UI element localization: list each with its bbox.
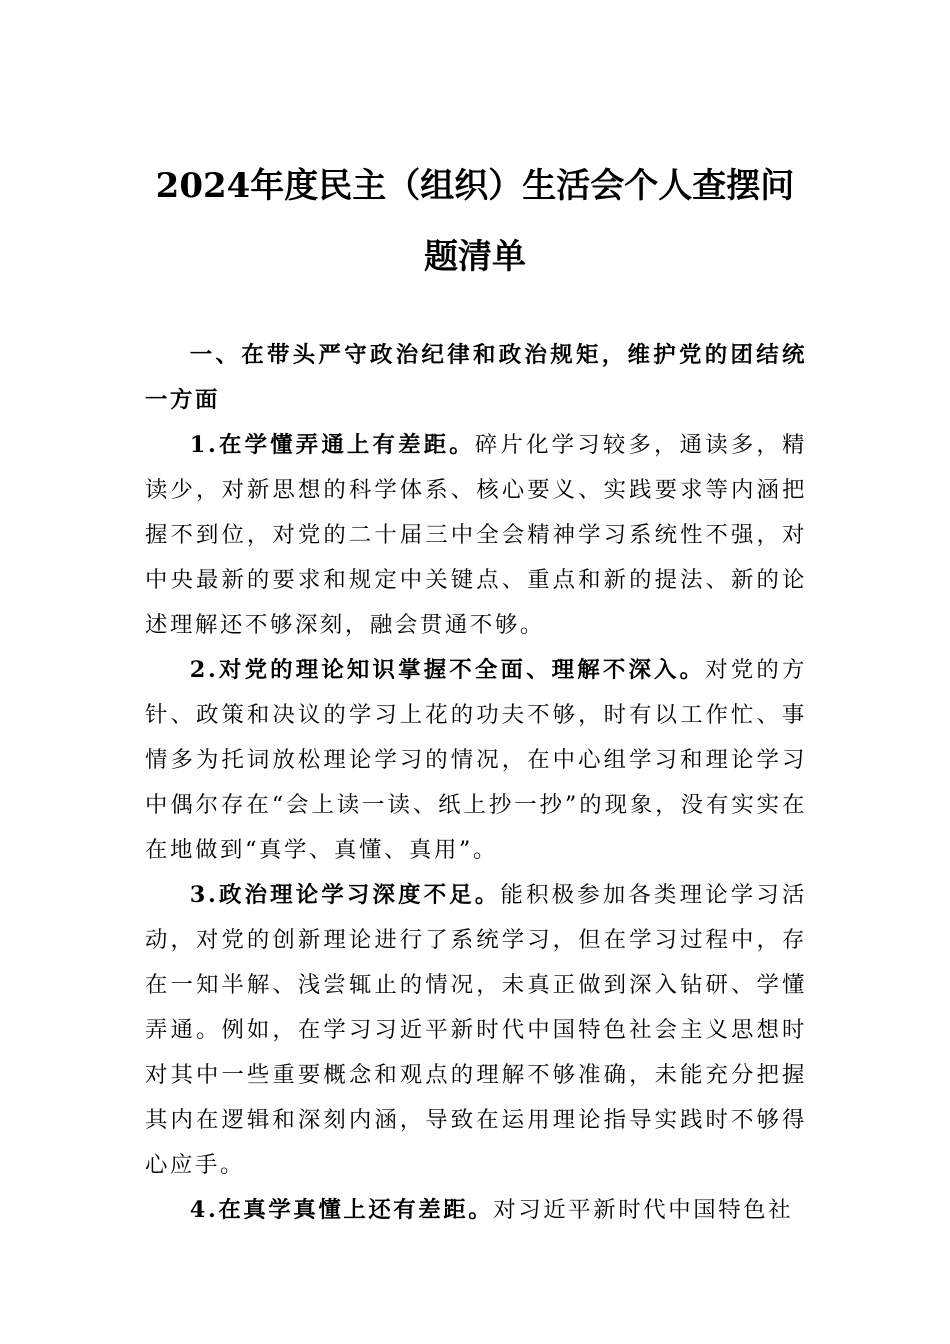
- item-4-body: 对习近平新时代中国特色社: [493, 1197, 794, 1223]
- item-3-lead: 3.政治理论学习深度不足。: [189, 882, 501, 908]
- item-4-lead: 4.在真学真懂上还有差距。: [189, 1197, 494, 1223]
- item-2-body: 对党的方针、政策和决议的学习上花的功夫不够，时有以工作忙、事情多为托词放松理论学习的情况，在中心组学习和理论学习中偶尔存在“会上读一读、纸上抄一抄”的现象，没有实实在在地做到“真学、真懂、真用”。: [145, 657, 807, 863]
- item-1-body: 碎片化学习较多，通读多，精读少，对新思想的科学体系、核心要义、实践要求等内涵把握不到位，对党的二十届三中全会精神学习系统性不强，对中央最新的要求和规定中关键点、重点和新的提法、新的论述理解还不够深刻，融会贯通不够。: [145, 432, 807, 638]
- paragraph-item-1: [145, 423, 807, 648]
- item-1-lead: 1.在学懂弄通上有差距。: [189, 432, 475, 458]
- document-body: [145, 333, 807, 1233]
- item-3-body: 能积极参加各类理论学习活动，对党的创新理论进行了系统学习，但在学习过程中，存在一知半解、浅尝辄止的情况，未真正做到深入钻研、学懂弄通。例如，在学习习近平新时代中国特色社会主义思想时对其中一些重要概念和观点的理解不够准确，未能充分把握其内在逻辑和深刻内涵，导致在运用理论指导实践时不够得心应手。: [145, 882, 807, 1178]
- paragraph-item-2: [145, 648, 807, 873]
- paragraph-item-3: [145, 873, 807, 1188]
- document-title-line-2: 题清单: [424, 237, 526, 277]
- paragraph-item-4: [145, 1188, 807, 1233]
- document-title-line-1: 2024年度民主（组织）生活会个人查摆问: [155, 166, 795, 206]
- item-2-lead: 2.对党的理论知识掌握不全面、理解不深入。: [189, 657, 706, 683]
- section-heading: 一、在带头严守政治纪律和政治规矩，维护党的团结统一方面: [145, 342, 807, 413]
